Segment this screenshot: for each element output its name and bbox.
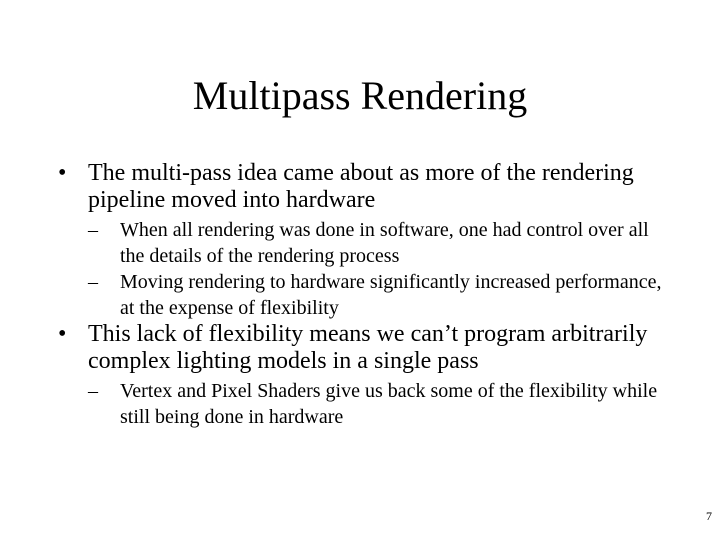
dash-icon: – — [88, 219, 98, 241]
sub-bullet-text: When all rendering was done in software, one had control over all the details of the rendering process — [120, 219, 649, 267]
bullet-list — [58, 160, 678, 430]
page-number: 7 — [706, 509, 712, 523]
sub-bullet-list — [88, 217, 678, 321]
sub-bullet-item-1-2 — [88, 269, 678, 321]
slide-title: Multipass Rendering — [192, 73, 528, 118]
dash-icon: – — [88, 271, 98, 293]
dash-icon: – — [88, 380, 98, 402]
bullet-item-2 — [58, 321, 678, 430]
bullet-text: The multi-pass idea came about as more of the rendering pipeline moved into hardware — [88, 160, 634, 213]
sub-bullet-item-2-1 — [88, 378, 678, 430]
sub-bullet-item-1-1 — [88, 217, 678, 269]
sub-bullet-text: Moving rendering to hardware significantly increased performance, at the expense of flexibility — [120, 271, 662, 319]
sub-bullet-list — [88, 378, 678, 430]
bullet-dot-icon: • — [58, 160, 67, 186]
bullet-text: This lack of flexibility means we can’t program arbitrarily complex lighting models in a single pass — [88, 321, 648, 374]
bullet-item-1 — [58, 160, 678, 321]
bullet-dot-icon: • — [58, 321, 67, 347]
sub-bullet-text: Vertex and Pixel Shaders give us back some of the flexibility while still being done in hardware — [120, 380, 658, 428]
